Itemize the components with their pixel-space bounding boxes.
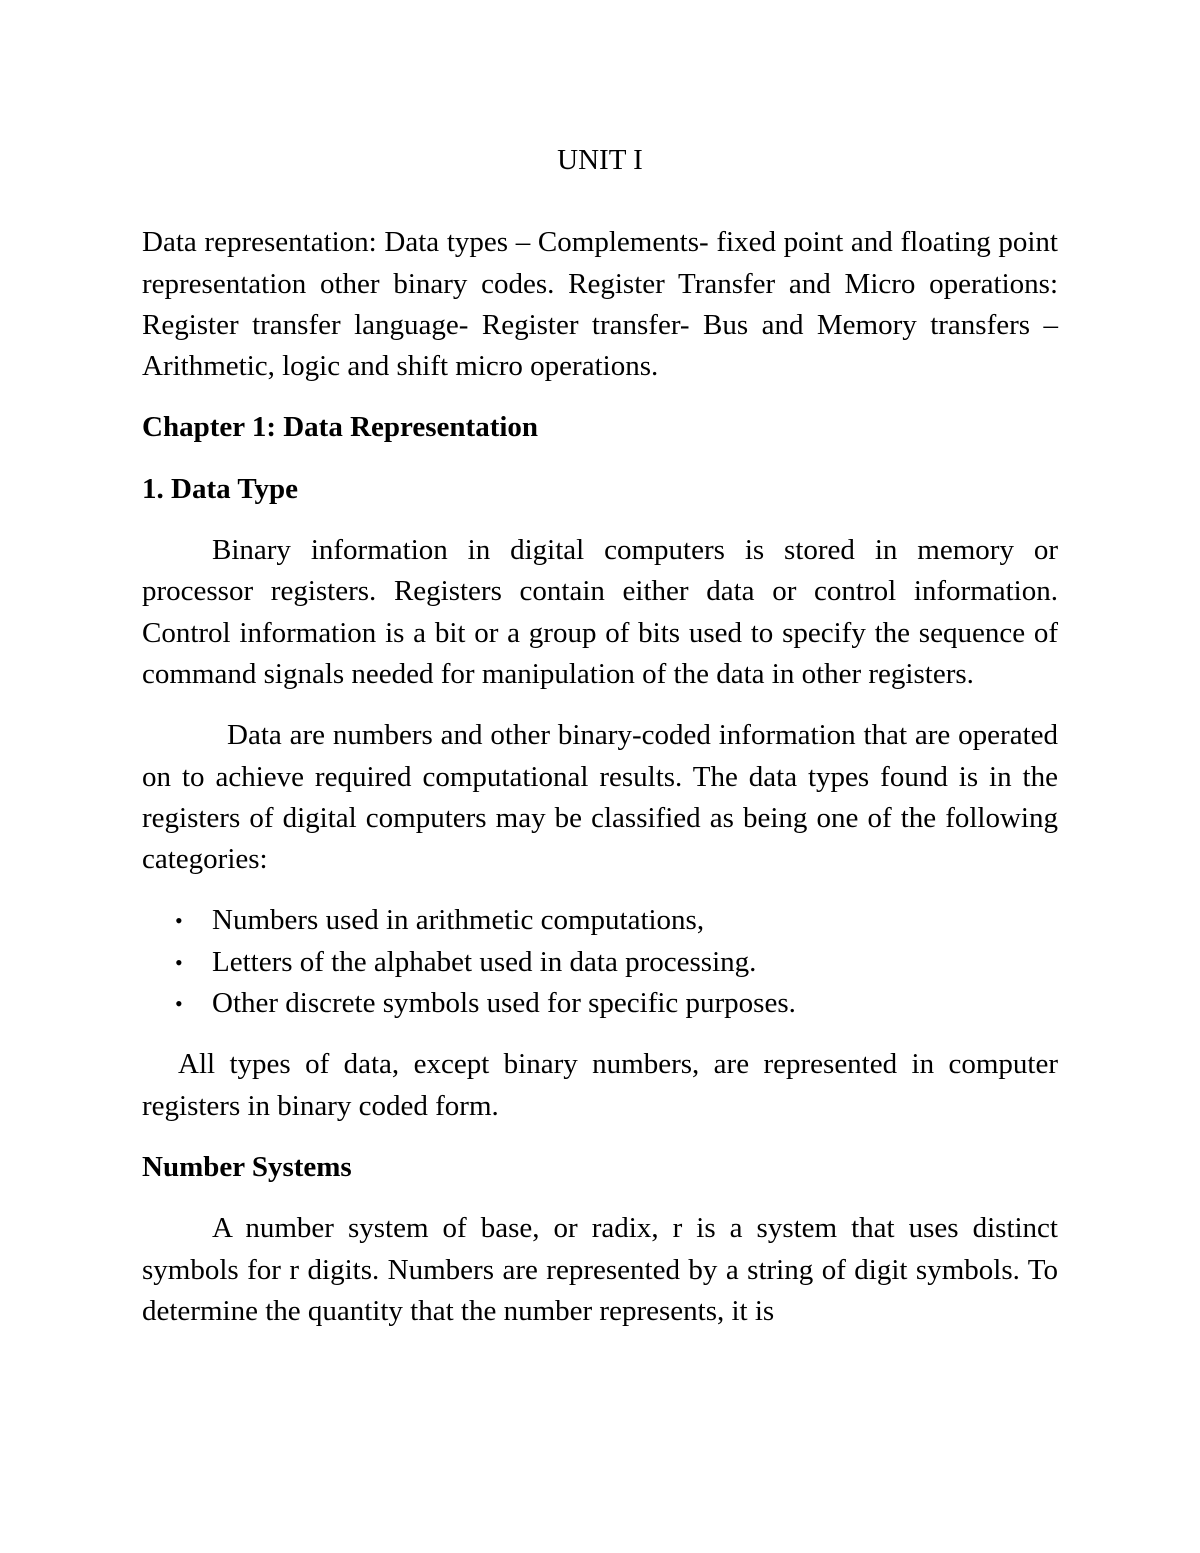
data-type-paragraph-1: Binary information in digital computers is stored in memory or processor registers. Registers contain either data or control information. Control information is a bit or a group of bits used to specify the sequence of command signals needed for manipulation of the data in other registers. (142, 534, 1058, 690)
bullet-icon: • (175, 949, 183, 975)
list-item (142, 983, 1058, 1024)
document-page (142, 140, 1058, 1332)
section-heading-data-type: 1. Data Type (142, 472, 299, 505)
chapter-heading: Chapter 1: Data Representation (142, 411, 539, 444)
list-item (142, 942, 1058, 983)
number-systems-paragraph-1: A number system of base, or radix, r is a system that uses distinct symbols for r digits. Numbers are represented by a string of digit symbols. To determine the quantity that the number represents, it is (142, 1212, 1058, 1327)
data-type-paragraph-3: All types of data, except binary numbers, are represented in computer registers in binary coded form. (142, 1048, 1058, 1122)
list-item (142, 900, 1058, 941)
list-item-text: Letters of the alphabet used in data processing. (212, 945, 757, 978)
section-heading-number-systems: Number Systems (142, 1150, 352, 1183)
list-item-text: Other discrete symbols used for specific purposes. (212, 987, 796, 1020)
list-item-text: Numbers used in arithmetic computations, (212, 904, 705, 937)
bullet-icon: • (175, 991, 183, 1017)
bullet-icon: • (175, 908, 183, 934)
data-type-paragraph-2: Data are numbers and other binary-coded information that are operated on to achieve required computational results. The data types found is in the registers of digital computers may be classified as being one of the following categories: (142, 719, 1058, 876)
categories-list (142, 900, 1058, 1024)
unit-title: UNIT I (557, 144, 643, 176)
syllabus-paragraph: Data representation: Data types – Complements- fixed point and floating point representation other binary codes. Register Transfer and Micro operations: Register transfer language- Register transfer- Bus and Memory transfers – Arithmetic, logic and shift micro operations. (142, 226, 1058, 383)
